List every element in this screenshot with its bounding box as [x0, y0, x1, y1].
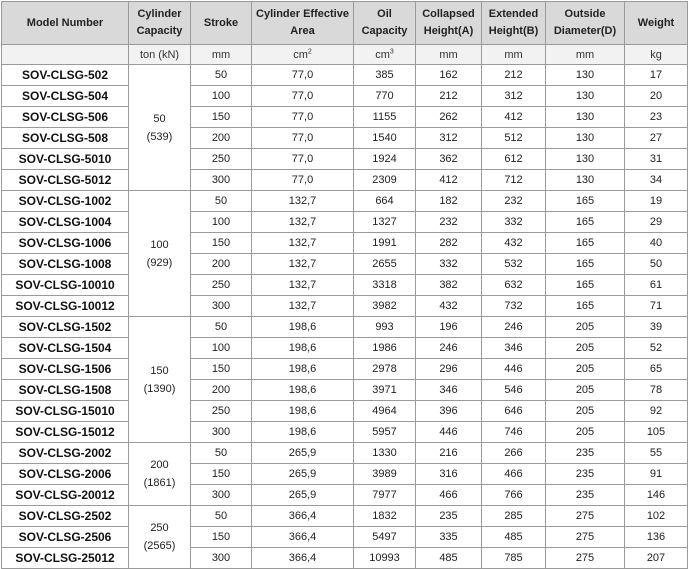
collapsed-cell: 312	[416, 128, 482, 149]
column-unit-extended	[482, 45, 546, 65]
table-row	[2, 86, 688, 107]
extended-cell: 532	[482, 254, 546, 275]
table-row	[2, 464, 688, 485]
column-unit-outside	[546, 45, 625, 65]
outside-cell: 130	[546, 149, 625, 170]
outside-cell: 205	[546, 359, 625, 380]
weight-cell: 146	[625, 485, 688, 506]
weight-cell: 91	[625, 464, 688, 485]
weight-cell: 105	[625, 422, 688, 443]
table-row	[2, 548, 688, 569]
unit-superscript: 3	[389, 47, 394, 55]
model-number-cell: SOV-CLSG-2002	[2, 443, 129, 464]
table-row	[2, 233, 688, 254]
extended-cell: 512	[482, 128, 546, 149]
oil-cell: 2978	[354, 359, 416, 380]
outside-cell: 205	[546, 338, 625, 359]
weight-cell: 136	[625, 527, 688, 548]
model-number-cell: SOV-CLSG-5012	[2, 170, 129, 191]
extended-cell: 432	[482, 233, 546, 254]
extended-cell: 612	[482, 149, 546, 170]
collapsed-cell: 382	[416, 275, 482, 296]
outside-cell: 165	[546, 296, 625, 317]
table-row	[2, 443, 688, 464]
outside-cell: 165	[546, 233, 625, 254]
weight-cell: 29	[625, 212, 688, 233]
oil-cell: 1924	[354, 149, 416, 170]
model-number-cell: SOV-CLSG-1002	[2, 191, 129, 212]
stroke-cell: 150	[191, 233, 252, 254]
collapsed-cell: 346	[416, 380, 482, 401]
column-header-oil: Oil Capacity	[354, 2, 416, 45]
collapsed-cell: 466	[416, 485, 482, 506]
outside-cell: 275	[546, 506, 625, 527]
area-cell: 198,6	[252, 359, 354, 380]
collapsed-cell: 216	[416, 443, 482, 464]
table-row	[2, 212, 688, 233]
outside-cell: 165	[546, 191, 625, 212]
collapsed-cell: 432	[416, 296, 482, 317]
oil-cell: 2309	[354, 170, 416, 191]
extended-cell: 732	[482, 296, 546, 317]
model-number-cell: SOV-CLSG-1004	[2, 212, 129, 233]
collapsed-cell: 446	[416, 422, 482, 443]
oil-cell: 3318	[354, 275, 416, 296]
extended-cell: 646	[482, 401, 546, 422]
stroke-cell: 50	[191, 443, 252, 464]
outside-cell: 235	[546, 443, 625, 464]
weight-cell: 39	[625, 317, 688, 338]
weight-cell: 78	[625, 380, 688, 401]
stroke-cell: 100	[191, 212, 252, 233]
oil-cell: 7977	[354, 485, 416, 506]
column-header-capacity: Cylinder Capacity	[129, 2, 191, 45]
model-number-cell: SOV-CLSG-504	[2, 86, 129, 107]
model-number-cell: SOV-CLSG-502	[2, 65, 129, 86]
table-row	[2, 401, 688, 422]
column-header-extended: Extended Height(B)	[482, 2, 546, 45]
capacity-kn: (1390)	[143, 382, 176, 395]
extended-cell: 785	[482, 548, 546, 569]
model-number-cell: SOV-CLSG-25012	[2, 548, 129, 569]
table-row	[2, 506, 688, 527]
unit-text: mm	[575, 48, 595, 61]
extended-cell: 466	[482, 464, 546, 485]
outside-cell: 130	[546, 86, 625, 107]
capacity-cell	[129, 317, 191, 443]
capacity-cell	[129, 65, 191, 191]
model-number-cell: SOV-CLSG-10010	[2, 275, 129, 296]
extended-cell: 332	[482, 212, 546, 233]
capacity-kn: (2565)	[143, 540, 176, 552]
extended-cell: 266	[482, 443, 546, 464]
weight-cell: 50	[625, 254, 688, 275]
stroke-cell: 300	[191, 422, 252, 443]
stroke-cell: 150	[191, 527, 252, 548]
weight-cell: 17	[625, 65, 688, 86]
collapsed-cell: 235	[416, 506, 482, 527]
area-cell: 77,0	[252, 65, 354, 86]
area-cell: 265,9	[252, 485, 354, 506]
capacity-ton: 200	[150, 459, 169, 471]
outside-cell: 275	[546, 527, 625, 548]
collapsed-cell: 212	[416, 86, 482, 107]
oil-cell: 1540	[354, 128, 416, 149]
model-number-cell: SOV-CLSG-15012	[2, 422, 129, 443]
table-row	[2, 485, 688, 506]
area-cell: 77,0	[252, 170, 354, 191]
unit-superscript: 2	[307, 47, 312, 55]
extended-cell: 412	[482, 107, 546, 128]
oil-cell: 4964	[354, 401, 416, 422]
table-row	[2, 191, 688, 212]
collapsed-cell: 196	[416, 317, 482, 338]
model-number-cell: SOV-CLSG-1008	[2, 254, 129, 275]
weight-cell: 52	[625, 338, 688, 359]
column-header-collapsed: Collapsed Height(A)	[416, 2, 482, 45]
oil-cell: 3971	[354, 380, 416, 401]
capacity-kn: (1861)	[143, 477, 176, 489]
stroke-cell: 100	[191, 86, 252, 107]
area-cell: 77,0	[252, 149, 354, 170]
oil-cell: 5497	[354, 527, 416, 548]
oil-cell: 3982	[354, 296, 416, 317]
oil-cell: 1330	[354, 443, 416, 464]
column-unit-weight	[625, 45, 688, 65]
extended-cell: 632	[482, 275, 546, 296]
model-number-cell: SOV-CLSG-20012	[2, 485, 129, 506]
outside-cell: 205	[546, 422, 625, 443]
oil-cell: 1832	[354, 506, 416, 527]
table-row	[2, 296, 688, 317]
weight-cell: 61	[625, 275, 688, 296]
stroke-cell: 200	[191, 128, 252, 149]
oil-cell: 993	[354, 317, 416, 338]
collapsed-cell: 232	[416, 212, 482, 233]
extended-cell: 212	[482, 65, 546, 86]
stroke-cell: 150	[191, 107, 252, 128]
weight-cell: 207	[625, 548, 688, 569]
area-cell: 265,9	[252, 464, 354, 485]
table-header	[2, 2, 688, 65]
table-row	[2, 254, 688, 275]
area-cell: 198,6	[252, 401, 354, 422]
model-number-cell: SOV-CLSG-1502	[2, 317, 129, 338]
area-cell: 132,7	[252, 233, 354, 254]
model-number-cell: SOV-CLSG-5010	[2, 149, 129, 170]
column-header-outside: Outside Diameter(D)	[546, 2, 625, 45]
column-unit-stroke	[191, 45, 252, 65]
collapsed-cell: 296	[416, 359, 482, 380]
stroke-cell: 300	[191, 170, 252, 191]
weight-cell: 65	[625, 359, 688, 380]
collapsed-cell: 246	[416, 338, 482, 359]
capacity-ton: 50	[153, 112, 166, 125]
collapsed-cell: 182	[416, 191, 482, 212]
extended-cell: 346	[482, 338, 546, 359]
extended-cell: 746	[482, 422, 546, 443]
weight-cell: 55	[625, 443, 688, 464]
stroke-cell: 50	[191, 65, 252, 86]
weight-cell: 34	[625, 170, 688, 191]
capacity-cell	[129, 191, 191, 317]
capacity-kn: (929)	[146, 256, 173, 269]
capacity-cell	[129, 443, 191, 506]
extended-cell: 546	[482, 380, 546, 401]
oil-cell: 1155	[354, 107, 416, 128]
weight-cell: 40	[625, 233, 688, 254]
unit-text: kg	[650, 48, 662, 61]
table-body	[2, 65, 688, 569]
outside-cell: 235	[546, 485, 625, 506]
model-number-cell: SOV-CLSG-15010	[2, 401, 129, 422]
extended-cell: 712	[482, 170, 546, 191]
outside-cell: 165	[546, 254, 625, 275]
outside-cell: 165	[546, 212, 625, 233]
model-number-cell: SOV-CLSG-2006	[2, 464, 129, 485]
oil-cell: 664	[354, 191, 416, 212]
stroke-cell: 100	[191, 338, 252, 359]
table-row	[2, 107, 688, 128]
table-row	[2, 170, 688, 191]
weight-cell: 19	[625, 191, 688, 212]
model-number-cell: SOV-CLSG-1504	[2, 338, 129, 359]
area-cell: 77,0	[252, 107, 354, 128]
unit-text: cm	[293, 48, 308, 61]
area-cell: 366,4	[252, 548, 354, 569]
column-unit-area	[252, 45, 354, 65]
model-number-cell: SOV-CLSG-1506	[2, 359, 129, 380]
model-number-cell: SOV-CLSG-2502	[2, 506, 129, 527]
weight-cell: 20	[625, 86, 688, 107]
outside-cell: 275	[546, 548, 625, 569]
weight-cell: 23	[625, 107, 688, 128]
table-row	[2, 380, 688, 401]
model-number-cell: SOV-CLSG-508	[2, 128, 129, 149]
collapsed-cell: 335	[416, 527, 482, 548]
collapsed-cell: 485	[416, 548, 482, 569]
table-row	[2, 317, 688, 338]
stroke-cell: 250	[191, 401, 252, 422]
unit-text: cm	[375, 48, 390, 61]
weight-cell: 102	[625, 506, 688, 527]
area-cell: 198,6	[252, 422, 354, 443]
capacity-ton: 250	[150, 522, 169, 534]
outside-cell: 165	[546, 275, 625, 296]
area-cell: 265,9	[252, 443, 354, 464]
area-cell: 198,6	[252, 338, 354, 359]
area-cell: 77,0	[252, 86, 354, 107]
capacity-kn: (539)	[146, 130, 173, 143]
unit-text: mm	[504, 48, 523, 61]
column-unit-oil	[354, 45, 416, 65]
capacity-cell	[129, 506, 191, 569]
oil-cell: 770	[354, 86, 416, 107]
table-row	[2, 359, 688, 380]
collapsed-cell: 316	[416, 464, 482, 485]
table-row	[2, 422, 688, 443]
outside-cell: 130	[546, 107, 625, 128]
stroke-cell: 200	[191, 380, 252, 401]
area-cell: 132,7	[252, 296, 354, 317]
extended-cell: 312	[482, 86, 546, 107]
area-cell: 132,7	[252, 191, 354, 212]
outside-cell: 130	[546, 65, 625, 86]
column-header-model: Model Number	[2, 2, 129, 45]
extended-cell: 246	[482, 317, 546, 338]
stroke-cell: 200	[191, 254, 252, 275]
table-row	[2, 149, 688, 170]
stroke-cell: 300	[191, 548, 252, 569]
capacity-ton: 150	[150, 364, 169, 377]
table-row	[2, 527, 688, 548]
unit-text: mm	[439, 48, 458, 61]
outside-cell: 205	[546, 380, 625, 401]
area-cell: 77,0	[252, 128, 354, 149]
area-cell: 132,7	[252, 254, 354, 275]
extended-cell: 485	[482, 527, 546, 548]
table-row	[2, 338, 688, 359]
collapsed-cell: 362	[416, 149, 482, 170]
stroke-cell: 50	[191, 191, 252, 212]
oil-cell: 1986	[354, 338, 416, 359]
weight-cell: 71	[625, 296, 688, 317]
extended-cell: 446	[482, 359, 546, 380]
collapsed-cell: 162	[416, 65, 482, 86]
stroke-cell: 150	[191, 464, 252, 485]
table-row	[2, 65, 688, 86]
outside-cell: 130	[546, 128, 625, 149]
model-number-cell: SOV-CLSG-1508	[2, 380, 129, 401]
extended-cell: 232	[482, 191, 546, 212]
collapsed-cell: 396	[416, 401, 482, 422]
capacity-ton: 100	[150, 238, 169, 251]
table-row	[2, 128, 688, 149]
stroke-cell: 50	[191, 506, 252, 527]
weight-cell: 92	[625, 401, 688, 422]
stroke-cell: 250	[191, 149, 252, 170]
column-header-area: Cylinder Effective Area	[252, 2, 354, 45]
stroke-cell: 50	[191, 317, 252, 338]
oil-cell: 1327	[354, 212, 416, 233]
oil-cell: 2655	[354, 254, 416, 275]
area-cell: 366,4	[252, 527, 354, 548]
outside-cell: 205	[546, 317, 625, 338]
extended-cell: 285	[482, 506, 546, 527]
area-cell: 198,6	[252, 380, 354, 401]
stroke-cell: 250	[191, 275, 252, 296]
area-cell: 198,6	[252, 317, 354, 338]
column-unit-model	[2, 45, 129, 65]
column-header-stroke: Stroke	[191, 2, 252, 45]
table-row	[2, 275, 688, 296]
column-header-weight: Weight	[625, 2, 688, 45]
stroke-cell: 300	[191, 485, 252, 506]
outside-cell: 205	[546, 401, 625, 422]
extended-cell: 766	[482, 485, 546, 506]
stroke-cell: 300	[191, 296, 252, 317]
model-number-cell: SOV-CLSG-506	[2, 107, 129, 128]
collapsed-cell: 282	[416, 233, 482, 254]
outside-cell: 130	[546, 170, 625, 191]
unit-text: mm	[211, 48, 231, 61]
area-cell: 132,7	[252, 275, 354, 296]
outside-cell: 235	[546, 464, 625, 485]
oil-cell: 1991	[354, 233, 416, 254]
column-unit-collapsed	[416, 45, 482, 65]
model-number-cell: SOV-CLSG-1006	[2, 233, 129, 254]
area-cell: 366,4	[252, 506, 354, 527]
collapsed-cell: 262	[416, 107, 482, 128]
area-cell: 132,7	[252, 212, 354, 233]
collapsed-cell: 412	[416, 170, 482, 191]
oil-cell: 5957	[354, 422, 416, 443]
unit-text: ton (kN)	[139, 48, 180, 61]
oil-cell: 385	[354, 65, 416, 86]
stroke-cell: 150	[191, 359, 252, 380]
weight-cell: 31	[625, 149, 688, 170]
model-number-cell: SOV-CLSG-10012	[2, 296, 129, 317]
spec-table	[1, 1, 688, 569]
column-unit-capacity	[129, 45, 191, 65]
model-number-cell: SOV-CLSG-2506	[2, 527, 129, 548]
collapsed-cell: 332	[416, 254, 482, 275]
oil-cell: 10993	[354, 548, 416, 569]
oil-cell: 3989	[354, 464, 416, 485]
weight-cell: 27	[625, 128, 688, 149]
